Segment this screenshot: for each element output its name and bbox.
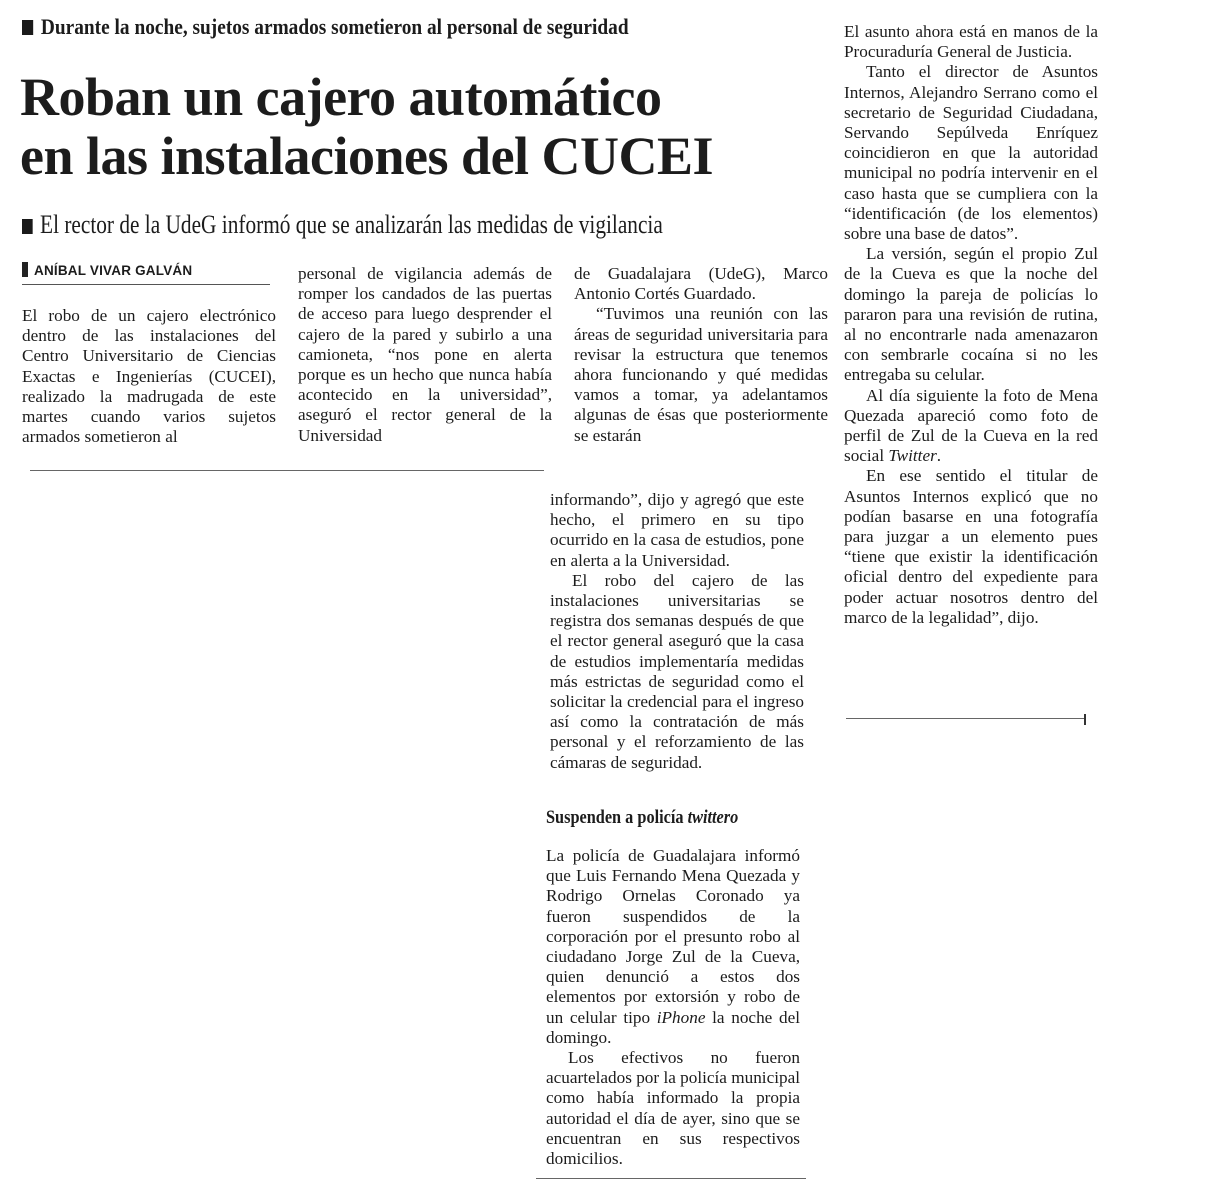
divider-rule bbox=[536, 1178, 806, 1179]
paragraph-emphasis: Twitter bbox=[888, 446, 937, 466]
headline-line-2: en las instalaciones del CUCEI bbox=[20, 126, 714, 186]
paragraph: La versión, según el propio Zul de la Cueva es que la noche del domingo la pareja de policías lo pararon para una revisión de rutina, al no encontrarle nada amenazaron con sembrarle cocaína si no les entregaba su celular. bbox=[844, 244, 1098, 385]
paragraph: Tanto el director de Asuntos Internos, Alejandro Serrano como el secretario de Seguridad Ciudadana, Servando Sepúlveda Enríquez coincidieron en que la autoridad municipal no podría intervenir en el caso hasta que se cumpliera con la “identificación (de los elementos) sobre una base de datos”. bbox=[844, 62, 1098, 244]
column-3-bottom bbox=[546, 846, 800, 1169]
column-3-middle bbox=[550, 490, 804, 773]
byline-name: ANÍBAL VIVAR GALVÁN bbox=[34, 263, 193, 278]
subhead-text: El rector de la UdeG informó que se analizarán las medidas de vigilancia bbox=[40, 210, 663, 239]
paragraph-text: la noche del domingo. bbox=[546, 1007, 800, 1047]
paragraph: informando”, dijo y agregó que este hecho, el primero en su tipo ocurrido en la casa de estudios, pone en alerta a la Universidad. bbox=[550, 490, 804, 570]
byline bbox=[22, 262, 270, 285]
headline bbox=[20, 68, 820, 186]
divider-rule bbox=[30, 470, 544, 471]
bullet-square-icon bbox=[22, 219, 33, 234]
paragraph: El asunto ahora está en manos de la Procuraduría General de Justicia. bbox=[844, 22, 1098, 62]
subtitle-emphasis: twittero bbox=[687, 808, 739, 828]
paragraph: En ese sentido el titular de Asuntos Internos explicó que no podían basarse en una fotografía para juzgar a un elemento pues “tiene que existir la identificación oficial dentro del expediente para poder actuar nosotros dentro del marco de la legalidad”, dijo. bbox=[844, 466, 1098, 627]
column-2 bbox=[298, 264, 552, 446]
end-rule bbox=[846, 718, 1086, 719]
paragraph: “Tuvimos una reunión con las áreas de seguridad universitaria para revisar la estructura que tenemos ahora funcionando y qué medidas vamos a tomar, ya adelantamos algunas de ésas que posteriormente se estarán bbox=[574, 304, 828, 445]
paragraph: El robo de un cajero electrónico dentro de las instalaciones del Centro Universitario de Ciencias Exactas e Ingenierías (CUCEI), realizado la madrugada de este martes cuando varios sujetos armados sometieron al bbox=[22, 306, 276, 447]
kicker-text: Durante la noche, sujetos armados sometieron al personal de seguridad bbox=[40, 14, 629, 39]
column-1 bbox=[22, 306, 276, 447]
headline-line-1: Roban un cajero automático bbox=[20, 67, 662, 127]
column-3-top bbox=[574, 264, 828, 446]
subtitle-text: Suspenden a policía bbox=[546, 808, 688, 828]
paragraph: Los efectivos no fueron acuartelados por la policía municipal como había informado la propia autoridad el día de ayer, sino que se encuentran en sus respectivos domicilios. bbox=[546, 1048, 800, 1169]
paragraph bbox=[844, 386, 1098, 467]
paragraph-text: . bbox=[936, 446, 942, 466]
subhead bbox=[22, 210, 678, 240]
paragraph-emphasis: iPhone bbox=[656, 1007, 706, 1027]
paragraph-text: La policía de Guadalajara informó que Luis Fernando Mena Quezada y Rodrigo Ornelas Coronado ya fueron suspendidos de la corporación por el presunto robo al ciudadano Jorge Zul de la Cueva, quien denunció a estos dos elementos por extorsión y robo de un celular tipo bbox=[546, 846, 800, 1027]
paragraph: de Guadalajara (UdeG), Marco Antonio Cortés Guardado. bbox=[574, 264, 828, 304]
paragraph: El robo del cajero de las instalaciones universitarias se registra dos semanas después de que el rector general aseguró que la casa de estudios implementaría medidas más estrictas de seguridad como el solicitar la credencial para el ingreso así como la contratación de más personal y el reforzamiento de las cámaras de seguridad. bbox=[550, 570, 804, 772]
kicker bbox=[22, 14, 710, 40]
paragraph-text: Al día siguiente la foto de Mena Quezada apareció como foto de perfil de Zul de la Cueva en la red social bbox=[844, 385, 1098, 466]
column-4 bbox=[844, 22, 1098, 628]
paragraph bbox=[546, 846, 800, 1048]
byline-bar-icon bbox=[22, 262, 28, 277]
bullet-square-icon bbox=[22, 20, 33, 35]
section-subtitle bbox=[546, 808, 775, 829]
paragraph: personal de vigilancia además de romper los candados de las puertas de acceso para luego desprender el cajero de la pared y subirlo a una camioneta, “nos pone en alerta porque es un hecho que nunca había acontecido en la universidad”, aseguró el rector general de la Universidad bbox=[298, 264, 552, 445]
end-mark-icon bbox=[1084, 714, 1086, 725]
